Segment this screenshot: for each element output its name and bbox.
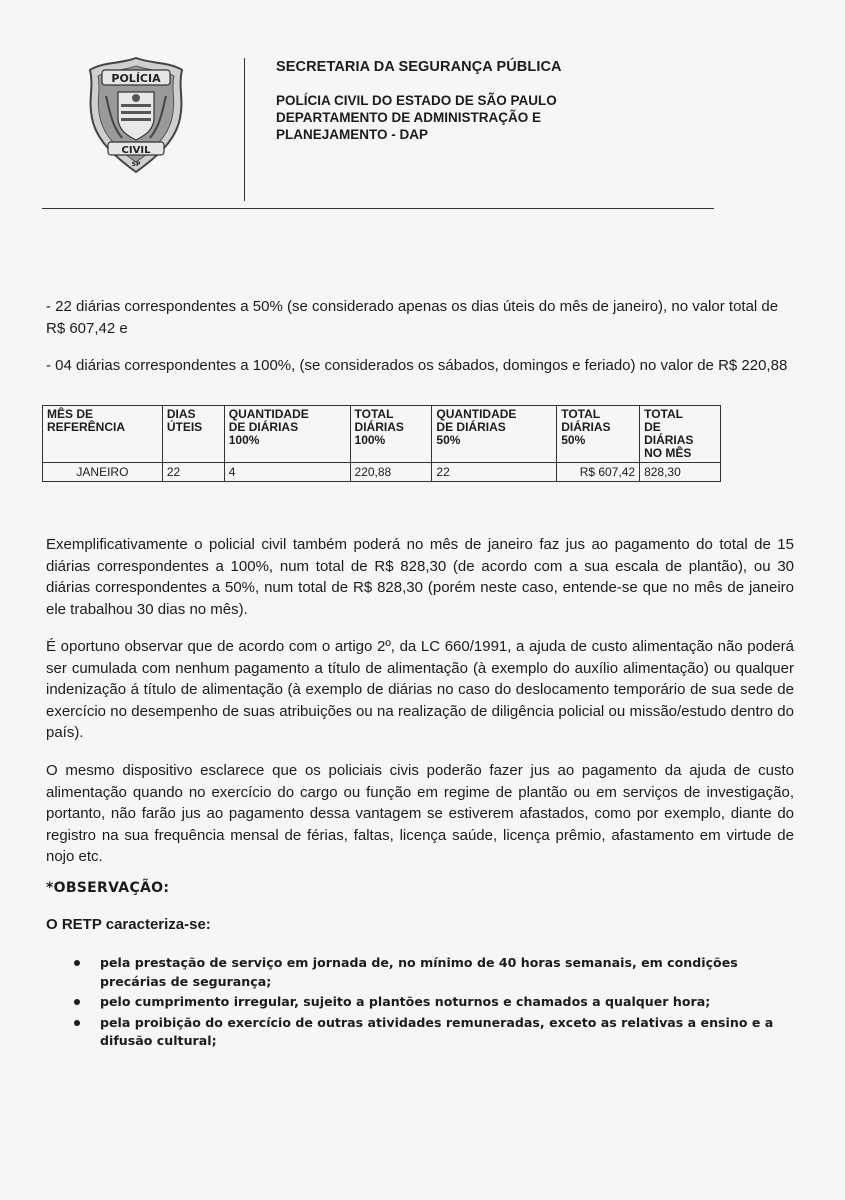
paragraph-exemplo: Exemplificativamente o policial civil também poderá no mês de janeiro faz jus ao pagamento do total de 15 diárias correspondentes a 100%, num total de R$ 828,30 (de acordo com a sua escala de plantão), ou 30 diárias correspondentes a 50%, num total de R$ 828,30 (porém neste caso, entende-se que no mês de janeiro ele trabalhou 30 dias no mês). xyxy=(46,536,794,618)
list-item: pelo cumprimento irregular, sujeito a plantões noturnos e chamados a qualquer hora; xyxy=(62,993,796,1012)
table-header-row xyxy=(43,406,721,463)
header-divider-horizontal xyxy=(42,208,714,209)
header-divider-vertical xyxy=(244,58,245,201)
header-quantidade-50: QUANTIDADE DE DIÁRIAS 50% xyxy=(432,406,557,463)
observacao-title: *OBSERVAÇÃO: xyxy=(46,880,170,896)
policia-civil-badge-logo xyxy=(86,56,186,174)
header-total-mes: TOTAL DE DIÁRIAS NO MÊS xyxy=(640,406,721,463)
diarias-table xyxy=(42,405,721,482)
cell-dias-uteis: 22 xyxy=(162,463,224,482)
bullet-icon xyxy=(74,960,80,966)
bullet-icon xyxy=(74,999,80,1005)
badge-state-text: SP xyxy=(131,161,141,168)
cell-total-100: 220,88 xyxy=(350,463,432,482)
cell-total-mes: 828,30 xyxy=(640,463,721,482)
badge-bottom-text: CIVIL xyxy=(121,145,151,156)
department-title xyxy=(276,92,557,143)
header-dias-uteis: DIAS ÚTEIS xyxy=(162,406,224,463)
cell-quantidade-100: 4 xyxy=(224,463,350,482)
retp-bullet-list xyxy=(62,954,796,1053)
retp-subtitle: O RETP caracteriza-se: xyxy=(46,916,211,933)
department-line: DEPARTAMENTO DE ADMINISTRAÇÃO E xyxy=(276,110,542,125)
list-item: pela proibição do exercício de outras atividades remuneradas, exceto as relativas a ensino e a difusão cultural; xyxy=(62,1014,796,1051)
intro-item-100: - 04 diárias correspondentes a 100%, (se considerados os sábados, domingos e feriado) no valor de R$ 220,88 xyxy=(46,357,788,374)
header-total-50: TOTAL DIÁRIAS 50% xyxy=(557,406,640,463)
header-total-100: TOTAL DIÁRIAS 100% xyxy=(350,406,432,463)
intro-item-50: - 22 diárias correspondentes a 50% (se considerado apenas os dias úteis do mês de janeiro), no valor total de R$ 607,42 e xyxy=(46,298,779,337)
badge-top-text: POLÍCIA xyxy=(111,72,161,85)
secretaria-title: SECRETARIA DA SEGURANÇA PÚBLICA xyxy=(276,59,562,75)
bullet-icon xyxy=(74,1020,80,1026)
header-mes-referencia: MÊS DE REFERÊNCIA xyxy=(43,406,163,463)
header-quantidade-100: QUANTIDADE DE DIÁRIAS 100% xyxy=(224,406,350,463)
cell-total-50: R$ 607,42 xyxy=(557,463,640,482)
list-item: pela prestação de serviço em jornada de, no mínimo de 40 horas semanais, em condições precárias de segurança; xyxy=(62,954,796,991)
cell-quantidade-50: 22 xyxy=(432,463,557,482)
paragraph-dispositivo: O mesmo dispositivo esclarece que os policiais civis poderão fazer jus ao pagamento da ajuda de custo alimentação quando no exercício do cargo ou função em regime de plantão ou em serviços de investigação, portanto, não farão jus ao pagamento dessa vantagem se estiverem afastados, como por exemplo, diante do registro na sua frequência mensal de férias, faltas, licença saúde, licença prêmio, afastamento em virtude de nojo etc. xyxy=(46,762,794,865)
department-line: POLÍCIA CIVIL DO ESTADO DE SÃO PAULO xyxy=(276,93,557,108)
cell-mes: JANEIRO xyxy=(43,463,163,482)
department-line: PLANEJAMENTO - DAP xyxy=(276,127,429,142)
table-row xyxy=(43,463,721,482)
paragraph-lc-660: É oportuno observar que de acordo com o artigo 2º, da LC 660/1991, a ajuda de custo alimentação não poderá ser cumulada com nenhum pagamento a título de alimentação (à exemplo do auxílio alimentação) ou qualquer indenização á título de alimentação (à exemplo de diárias no caso do deslocamento temporário de sua sede de exercício no desempenho de suas atribuições ou na realização de diligência policial ou missão/estudo dentro do país). xyxy=(46,638,794,741)
